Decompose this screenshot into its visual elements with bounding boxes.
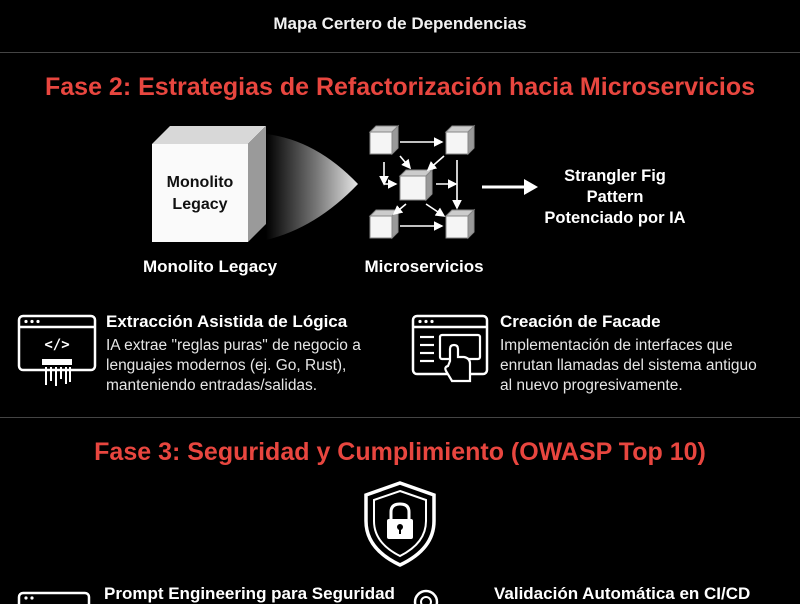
prompt-engineering-title: Prompt Engineering para Seguridad	[104, 584, 395, 603]
ci-cd-validation-title: Validación Automática en CI/CD	[494, 584, 751, 603]
feature-title-facade: Creación de Facade	[500, 312, 661, 331]
divider	[0, 417, 800, 418]
service-cube-4	[370, 210, 398, 238]
dependency-map-caption: Mapa Certero de Dependencias	[273, 14, 527, 33]
microservices-label: Microservicios	[364, 257, 484, 276]
code-extraction-icon	[18, 315, 98, 387]
service-cube-1	[370, 126, 398, 154]
phase3-title: Fase 3: Seguridad y Cumplimiento (OWASP Top 10)	[94, 438, 706, 466]
svg-text:</>: </>	[44, 337, 70, 353]
service-cube-2	[446, 126, 474, 154]
strangler-fig-text: Strangler Fig Pattern Potenciado por IA	[544, 167, 686, 227]
transformation-funnel	[266, 132, 362, 242]
gear-icon	[412, 588, 440, 600]
shield-lock-icon	[362, 481, 438, 567]
monolith-box-text: Monolito Legacy	[166, 174, 234, 213]
service-cube-5	[446, 210, 474, 238]
phase2-title: Fase 2: Estrategias de Refactorización hacia Microservicios	[44, 73, 756, 101]
code-window-icon	[18, 592, 90, 602]
monolith-label: Monolito Legacy	[142, 257, 278, 276]
feature-title-extraction: Extracción Asistida de Lógica	[106, 312, 348, 331]
partial-icon	[390, 0, 450, 4]
service-cube-3	[400, 170, 432, 200]
divider	[0, 52, 800, 53]
arrow-right-icon	[482, 177, 540, 197]
browser-click-icon	[412, 315, 492, 387]
microservices-cluster	[366, 124, 484, 246]
feature-desc-extraction: IA extrae "reglas puras" de negocio a lenguajes modernos (ej. Go, Rust), manteniendo entradas/salidas.	[106, 337, 361, 394]
feature-desc-facade: Implementación de interfaces que enrutan llamadas del sistema antiguo al nuevo progresivamente.	[500, 337, 757, 394]
